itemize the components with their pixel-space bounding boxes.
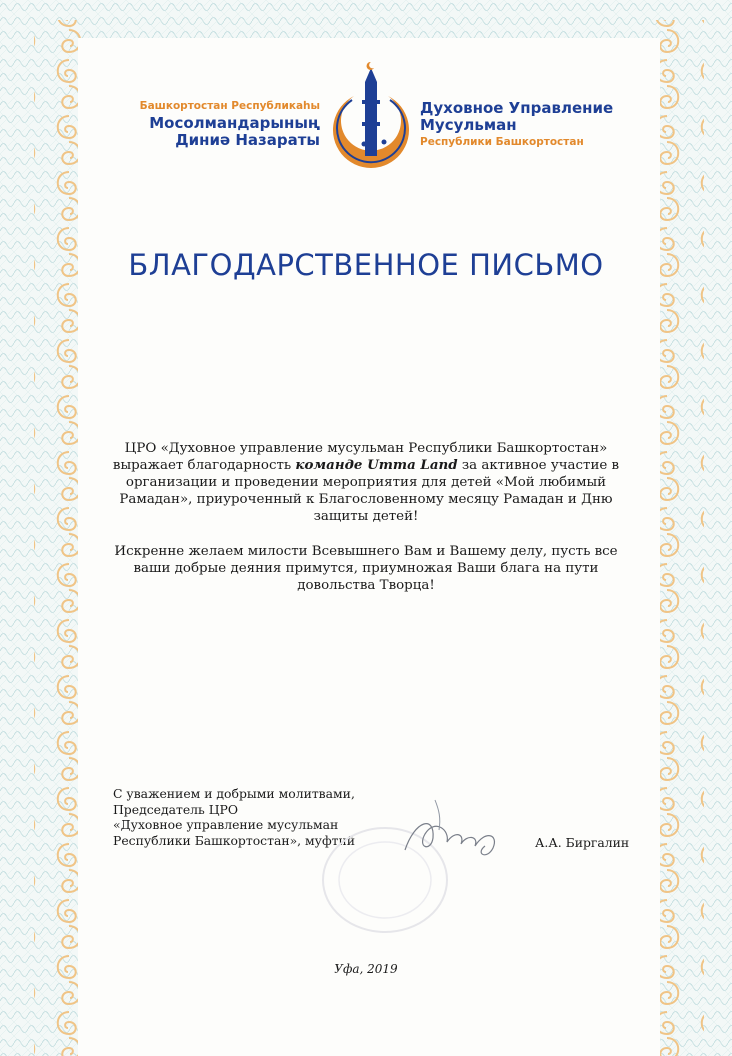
letter-title: БЛАГОДАРСТВЕННОЕ ПИСЬМО bbox=[128, 248, 604, 282]
recipient-team: команде Umma Land bbox=[295, 457, 458, 473]
position-line2: «Духовное управление мусульман bbox=[113, 817, 339, 832]
place-date: Уфа, 2019 bbox=[334, 962, 398, 976]
paragraph1-end: за активное участие в организации и проведении мероприятия для детей «Мой любимый Рамадан», приуроченный к Благословенному месяцу Рамадан и Дню защиты детей! bbox=[119, 458, 620, 524]
handwritten-signature bbox=[395, 790, 525, 870]
signer-name: А.А. Биргалин bbox=[535, 835, 630, 850]
logo-text-russian bbox=[420, 100, 613, 148]
logo-left-subtitle: Башкортостан Республикаһы bbox=[139, 100, 320, 112]
gratitude-paragraph bbox=[112, 440, 620, 525]
mosque-crescent-icon bbox=[326, 60, 416, 170]
position-line3: Республики Башкортостан», муфтий bbox=[113, 832, 356, 848]
wishes-paragraph: Искренне желаем милости Всевышнего Вам и Вашему делу, пусть все ваши добрые деяния примутся, приумножая Ваши блага на пути довольства Творца! bbox=[114, 544, 618, 593]
logo-left-line2: Диниә Назараты bbox=[175, 131, 320, 149]
closing-line: С уважением и добрыми молитвами, bbox=[113, 786, 355, 801]
logo-left-line1: Мосолмандарының bbox=[149, 114, 320, 132]
logo-right-line1: Духовное Управление bbox=[420, 99, 614, 117]
organization-logo bbox=[0, 60, 732, 170]
logo-right-subtitle: Республики Башкортостан bbox=[420, 136, 584, 148]
logo-text-bashkir bbox=[140, 100, 320, 149]
position-line1: Председатель ЦРО bbox=[113, 801, 239, 817]
paragraph1-start: ЦРО «Духовное управление мусульман Республики Башкортостан» выражает благодарность bbox=[112, 441, 608, 473]
logo-right-line2: Мусульман bbox=[420, 116, 517, 134]
